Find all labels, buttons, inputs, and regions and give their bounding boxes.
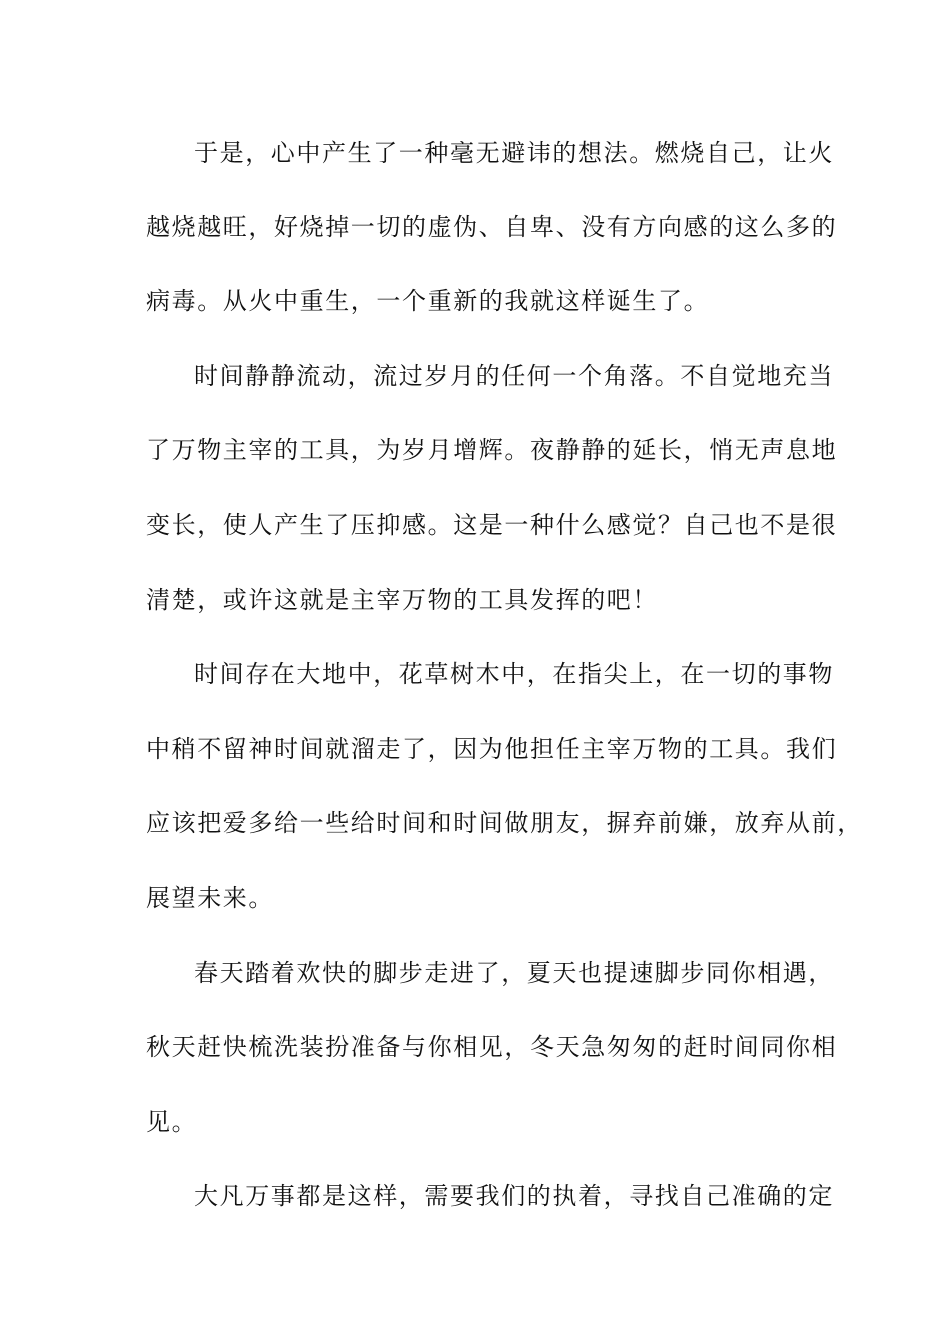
paragraph-3-line-4: 展望未来。 <box>146 884 274 912</box>
paragraph-1-line-1: 于是，心中产生了一种毫无避讳的想法。燃烧自己，让火 <box>194 139 834 167</box>
paragraph-3-line-2: 中稍不留神时间就溜走了，因为他担任主宰万物的工具。我们 <box>146 735 838 763</box>
paragraph-2-line-3: 变长，使人产生了压抑感。这是一种什么感觉？自己也不是很 <box>146 511 838 539</box>
paragraph-4-line-3: 见。 <box>146 1108 198 1136</box>
paragraph-2-line-4: 清楚，或许这就是主宰万物的工具发挥的吧！ <box>146 586 658 614</box>
paragraph-3-line-3: 应该把爱多给一些给时间和时间做朋友，摒弃前嫌，放弃从前， <box>146 809 863 837</box>
paragraph-5-line-1: 大凡万事都是这样，需要我们的执着，寻找自己准确的定 <box>194 1182 834 1210</box>
paragraph-1-line-3: 病毒。从火中重生，一个重新的我就这样诞生了。 <box>146 287 710 315</box>
paragraph-3-line-1: 时间存在大地中，花草树木中，在指尖上，在一切的事物 <box>194 660 834 688</box>
paragraph-4-line-2: 秋天赶快梳洗装扮准备与你相见，冬天急匆匆的赶时间同你相 <box>146 1033 838 1061</box>
paragraph-4-line-1: 春天踏着欢快的脚步走进了，夏天也提速脚步同你相遇， <box>194 959 834 987</box>
paragraph-2-line-1: 时间静静流动，流过岁月的任何一个角落。不自觉地充当 <box>194 362 834 390</box>
paragraph-1-line-2: 越烧越旺，好烧掉一切的虚伪、自卑、没有方向感的这么多的 <box>146 213 838 241</box>
paragraph-2-line-2: 了万物主宰的工具，为岁月增辉。夜静静的延长，悄无声息地 <box>146 436 838 464</box>
